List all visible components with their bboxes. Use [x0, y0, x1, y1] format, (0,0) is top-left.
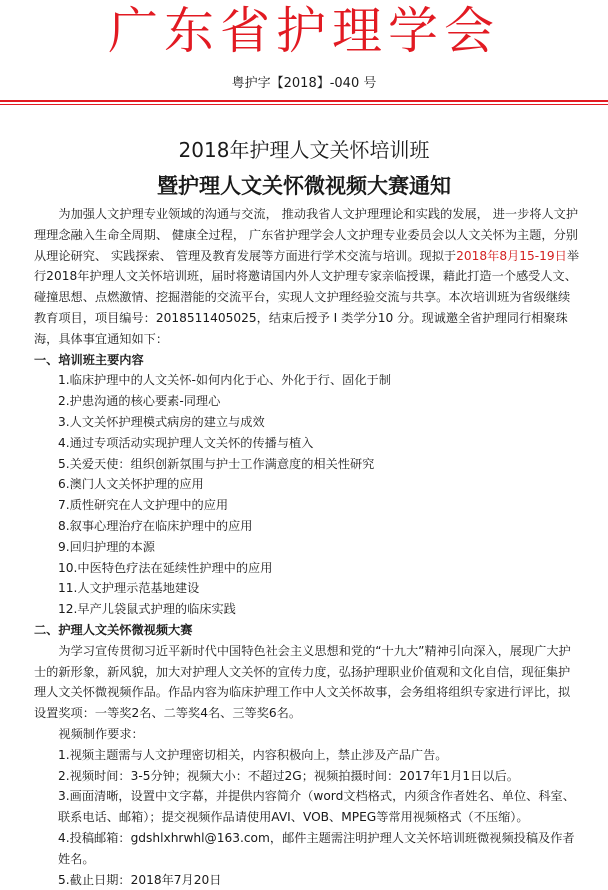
list-item: 5.关爱天使：组织创新氛围与护士工作满意度的相关性研究: [34, 454, 582, 475]
intro-text-post: 举行2018年护理人文关怀培训班，届时将邀请国内外人文护理专家亲临授课，藉此打造一个感受人文、碰撞思想、点燃激情、挖掘潜能的交流平台，实现人文护理经验交流与共享。本次培训班为省级继续教育项目，项目编号：2018511405025，结束后授予 I 类学分10 分。现诚邀全省护理同行相聚珠海，具体事宜通知如下：: [34, 249, 579, 346]
list-item: 2.护患沟通的核心要素-同理心: [34, 391, 582, 412]
list-item: 12.早产儿袋鼠式护理的临床实践: [34, 599, 582, 620]
intro-date: 2018年8月15-19日: [456, 249, 567, 263]
header-divider: [0, 100, 608, 102]
org-title: 广东省护理学会: [0, 2, 608, 60]
list-item: 3.人文关怀护理模式病房的建立与成效: [34, 412, 582, 433]
requirement-item: 5.截止日期：2018年7月20日: [34, 870, 582, 890]
requirement-item: 2.视频时间：3-5分钟；视频大小：不超过2G；视频拍摄时间：2017年1月1日以后。: [34, 766, 582, 787]
requirement-item: 3.画面清晰，设置中文字幕，并提供内容简介（word文档格式，内须含作者姓名、单位、科室、联系电话、邮箱）；提交视频作品请使用AVI、VOB、MPEG等常用视频格式（不压缩）。: [34, 786, 582, 828]
list-item: 10.中医特色疗法在延续性护理中的应用: [34, 558, 582, 579]
header-divider-thin: [0, 104, 608, 105]
section2-heading: 二、护理人文关怀微视频大赛: [34, 620, 582, 641]
list-item: 4.通过专项活动实现护理人文关怀的传播与植入: [34, 433, 582, 454]
requirement-item: 4.投稿邮箱：gdshlxhrwhl@163.com，邮件主题需注明护理人文关怀培训班微视频投稿及作者姓名。: [34, 828, 582, 870]
notice-title-line2: 暨护理人文关怀微视频大赛通知: [0, 170, 608, 200]
list-item: 7.质性研究在人文护理中的应用: [34, 495, 582, 516]
section2-paragraph: 为学习宣传贯彻习近平新时代中国特色社会主义思想和党的“十九大”精神引向深入，展现广大护士的新形象，新风貌，加大对护理人文关怀的宣传力度，弘扬护理职业价值观和文化自信，现征集护理人文关怀微视频作品。作品内容为临床护理工作中人文关怀故事，会务组将组织专家进行评比，拟设置奖项：一等奖2名、二等奖4名、三等奖6名。: [34, 641, 582, 724]
section1-heading: 一、培训班主要内容: [34, 350, 582, 371]
notice-title-line1: 2018年护理人文关怀培训班: [0, 134, 608, 163]
intro-text-pre: 为加强人文护理专业领域的沟通与交流， 推动我省人文护理理论和实践的发展， 进一步将人文护理理念融入生命全周期、 健康全过程， 广东省护理学会人文护理专业委员会以人文关怀为主题，分别从理论研究、 实践探索、 管理及教育发展等方面进行学术交流与培训。现拟于: [34, 207, 578, 263]
list-item: 8.叙事心理治疗在临床护理中的应用: [34, 516, 582, 537]
document-number: 粤护字【2018】-040 号: [0, 72, 608, 91]
list-item: 9.回归护理的本源: [34, 537, 582, 558]
requirement-item: 1.视频主题需与人文护理密切相关，内容积极向上，禁止涉及产品广告。: [34, 745, 582, 766]
list-item: 11.人文护理示范基地建设: [34, 578, 582, 599]
requirements-title: 视频制作要求：: [34, 724, 582, 745]
notice-body: [34, 204, 582, 890]
list-item: 1.临床护理中的人文关怀-如何内化于心、外化于行、固化于制: [34, 370, 582, 391]
intro-paragraph: [34, 204, 582, 350]
list-item: 6.澳门人文关怀护理的应用: [34, 474, 582, 495]
